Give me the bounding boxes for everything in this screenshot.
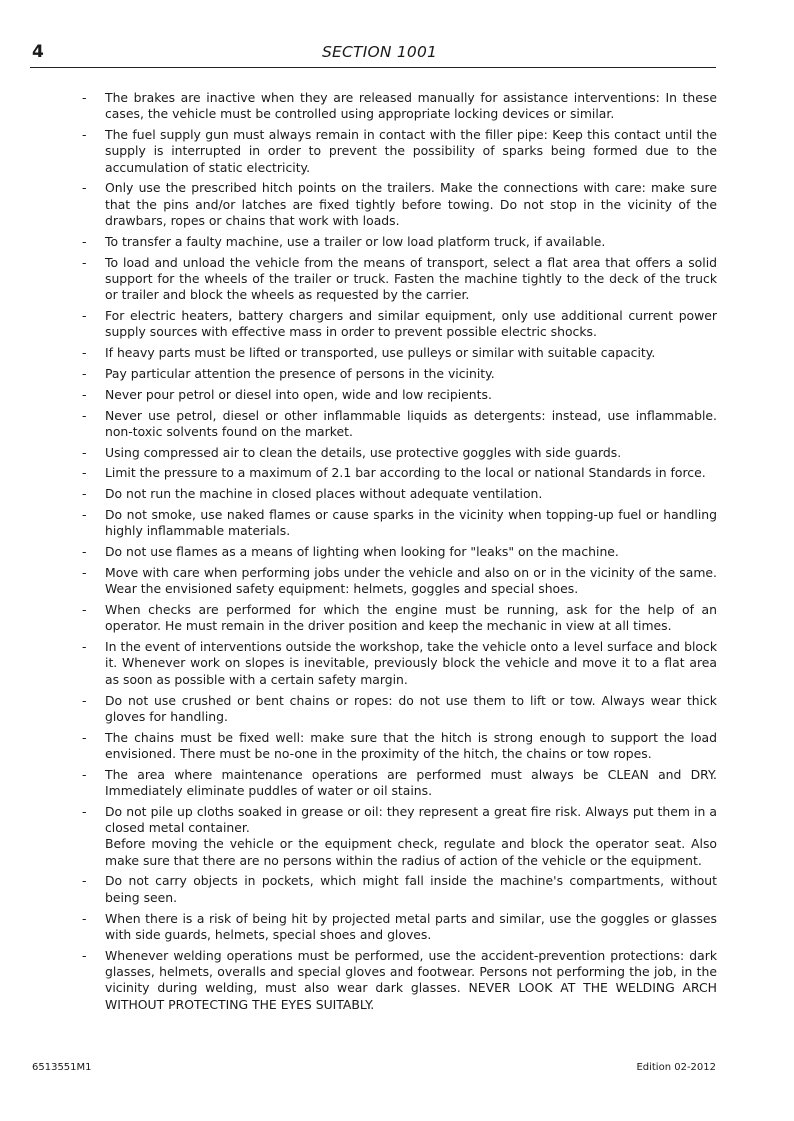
list-item [80, 507, 717, 540]
list-item [80, 911, 717, 944]
section-title: SECTION 1001 [322, 43, 438, 61]
list-item [80, 693, 717, 726]
list-item [80, 730, 717, 763]
list-item [80, 565, 717, 598]
list-item-text: To load and unload the vehicle from the means of transport, select a flat area that offers a solid support for the wheels of the trailer or truck. Fasten the machine tightly to the deck of the truck or trailer and block the wheels as requested by the carrier. [105, 254, 717, 303]
list-item-text: When checks are performed for which the engine must be running, ask for the help of an operator. He must remain in the driver position and keep the mechanic in view at all times. [105, 602, 717, 634]
page-number: 4 [32, 42, 44, 62]
list-item-text: Never pour petrol or diesel into open, wide and low recipients. [105, 386, 492, 402]
bullet-dash: - [82, 729, 87, 745]
bullet-dash: - [82, 564, 87, 580]
list-item [80, 127, 717, 176]
list-item-text: Pay particular attention the presence of persons in the vicinity. [105, 365, 495, 381]
edition-label: Edition 02-2012 [636, 1062, 716, 1073]
bullet-dash: - [82, 544, 87, 560]
bullet-dash: - [82, 386, 87, 402]
bullet-dash: - [82, 465, 87, 481]
list-item-text: To transfer a faulty machine, use a trailer or low load platform truck, if available. [105, 233, 606, 249]
list-item-text: The fuel supply gun must always remain in contact with the filler pipe: Keep this contact until the supply is interrupted in order to prevent the possibility of sparks being formed due to the accumulation of static electricity. [105, 127, 717, 175]
list-item [80, 366, 717, 382]
list-item [80, 180, 717, 229]
list-item [80, 234, 717, 250]
bullet-dash: - [82, 507, 87, 523]
bullet-dash: - [82, 180, 87, 196]
bullet-dash: - [82, 947, 87, 963]
bullet-dash: - [82, 444, 87, 460]
document-code: 6513551M1 [32, 1062, 92, 1073]
bullet-dash: - [82, 365, 87, 381]
list-item [80, 90, 717, 123]
list-item [80, 804, 717, 869]
bullet-dash: - [82, 639, 87, 655]
list-item [80, 445, 717, 461]
bullet-dash: - [82, 486, 87, 502]
list-item-text: Do not smoke, use naked flames or cause sparks in the vicinity when topping-up fuel or handling highly inflammable materials. [105, 507, 717, 539]
bullet-dash: - [82, 766, 87, 782]
list-item-text: The chains must be fixed well: make sure that the hitch is strong enough to support the load envisioned. There must be no-one in the proximity of the hitch, the chains or tow ropes. [105, 729, 717, 761]
list-item-text: For electric heaters, battery chargers and similar equipment, only use additional current power supply sources with effective mass in order to prevent possible electric shocks. [105, 308, 717, 340]
list-item-text: Never use petrol, diesel or other inflammable liquids as detergents: instead, use inflammable. non-toxic solvents found on the market. [105, 407, 717, 439]
bullet-dash: - [82, 127, 87, 143]
list-item-text: Do not use flames as a means of lighting when looking for "leaks" on the machine. [105, 544, 619, 560]
list-item-text: Limit the pressure to a maximum of 2.1 bar according to the local or national Standards in force. [105, 465, 706, 481]
list-item [80, 255, 717, 304]
list-item [80, 602, 717, 635]
list-item [80, 408, 717, 441]
list-item-text: The area where maintenance operations are performed must always be CLEAN and DRY. Immediately eliminate puddles of water or oil stains. [105, 766, 717, 798]
list-item-text: Do not carry objects in pockets, which might fall inside the machine's compartments, without being seen. [105, 873, 717, 905]
list-item-text: Move with care when performing jobs under the vehicle and also on or in the vicinity of the same. Wear the envisioned safety equipment: helmets, goggles and special shoes. [105, 564, 717, 597]
list-item [80, 544, 717, 560]
list-item-text: Before moving the vehicle or the equipment check, regulate and block the operator seat. Also make sure that there are no persons within the radius of action of the vehicle or the equipment. [105, 836, 717, 868]
header-rule [30, 67, 716, 68]
bullet-dash: - [82, 90, 87, 105]
bullet-dash: - [82, 803, 87, 819]
list-item [80, 308, 717, 341]
list-item-text: The brakes are inactive when they are released manually for assistance interventions: In these cases, the vehicle must be controlled using appropriate locking devices or similar. [105, 90, 717, 122]
list-item-text: Using compressed air to clean the details, use protective goggles with side guards. [105, 444, 622, 460]
list-item [80, 948, 717, 1013]
bullet-dash: - [82, 692, 87, 708]
list-item [80, 345, 717, 361]
list-item-text: Do not pile up cloths soaked in grease or oil: they represent a great fire risk. Always put them in a closed metal container. [105, 803, 717, 836]
list-item-text: When there is a risk of being hit by projected metal parts and similar, use the goggles or glasses with side guards, helmets, special shoes and gloves. [105, 910, 717, 942]
list-item-text: Whenever welding operations must be performed, use the accident-prevention protections: dark glasses, helmets, overalls and special gloves and footwear. Persons not performing the job, in the vicinity during welding, must also wear dark glasses. NEVER LOOK AT THE WELDING ARCH WITHOUT PROTECTING THE EYES SUITABLY. [105, 947, 717, 1012]
bullet-dash: - [82, 345, 87, 361]
bullet-dash: - [82, 233, 87, 249]
list-item-text: In the event of interventions outside the workshop, take the vehicle onto a level surface and block it. Whenever work on slopes is inevitable, previously block the vehicle and move it to a flat area as soon as possible with a certain safety margin. [105, 639, 717, 687]
list-item [80, 465, 717, 481]
list-item [80, 486, 717, 502]
bullet-dash: - [82, 873, 87, 889]
list-item-text: Only use the prescribed hitch points on the trailers. Make the connections with care: make sure that the pins and/or latches are fixed tightly before towing. Do not stop in the vicinity of the drawbars, ropes or chains that work with loads. [105, 180, 717, 229]
bullet-dash: - [82, 407, 87, 423]
safety-instructions-list [80, 90, 717, 1017]
bullet-dash: - [82, 254, 87, 270]
list-item [80, 387, 717, 403]
list-item-text: If heavy parts must be lifted or transported, use pulleys or similar with suitable capacity. [105, 345, 656, 361]
bullet-dash: - [82, 308, 87, 324]
list-item [80, 873, 717, 906]
bullet-dash: - [82, 602, 87, 618]
bullet-dash: - [82, 910, 87, 926]
list-item-text: Do not run the machine in closed places without adequate ventilation. [105, 486, 543, 502]
list-item [80, 639, 717, 688]
list-item-text: Do not use crushed or bent chains or ropes: do not use them to lift or tow. Always wear thick gloves for handling. [105, 692, 717, 724]
list-item [80, 767, 717, 800]
